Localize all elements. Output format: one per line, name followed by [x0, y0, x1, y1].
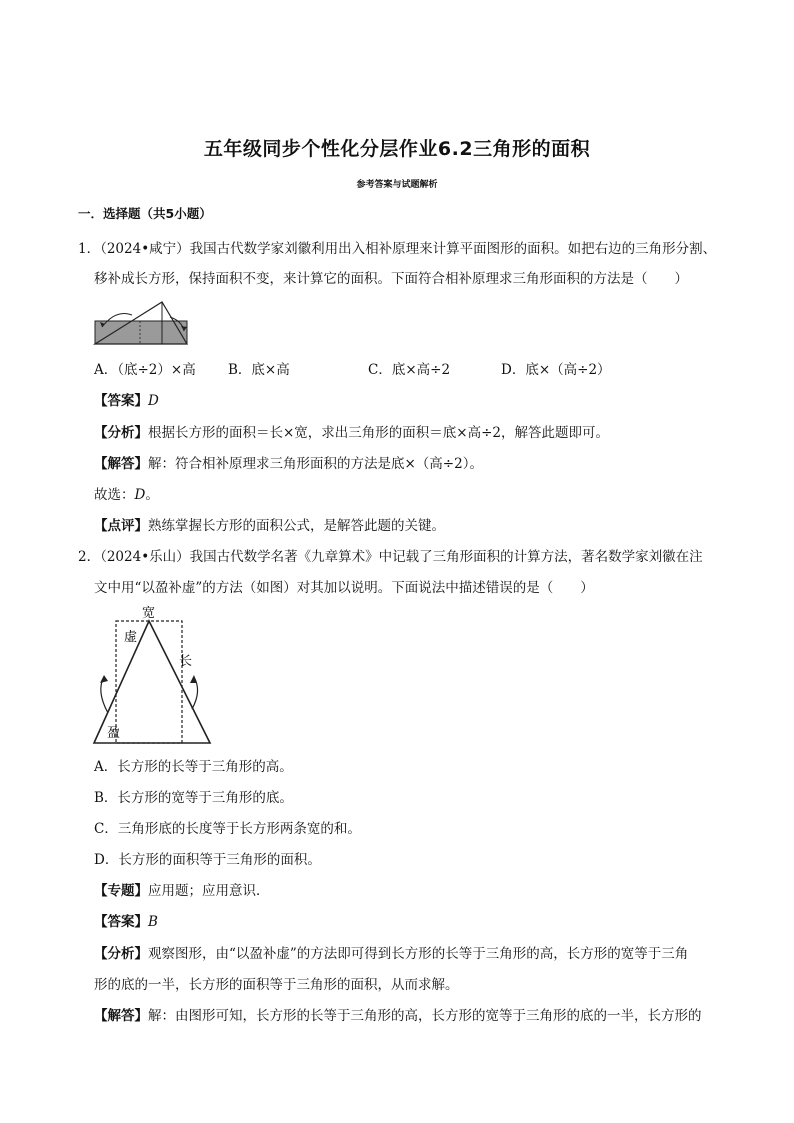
q1-stem-line2: 移补成长方形，保持面积不变，来计算它的面积。下面符合相补原理求三角形面积的方法是（ ） — [94, 271, 688, 287]
q2-option-c: C．三角形底的长度等于长方形两条宽的和。 — [94, 821, 361, 837]
q1-analysis-tag: 【分析】 — [94, 425, 148, 441]
q2-stem-line1: 2．（2024•乐山）我国古代数学名著《九章算术》中记载了三角形面积的计算方法，著名数学家刘徽在注 — [78, 549, 703, 565]
q1-option-a: A．（底÷2）×高 — [94, 362, 196, 378]
q2-analysis-line2: 形的底的一半，长方形的面积等于三角形的面积，从而求解。 — [94, 977, 459, 993]
q1-answer-value: D — [148, 393, 159, 409]
q1-option-b: B．底×高 — [228, 362, 290, 378]
q1-figure — [92, 299, 192, 347]
q2-analysis-line1 — [94, 945, 688, 963]
q1-choose-value: D — [134, 487, 146, 503]
q2-label-bottom: 盈 — [107, 726, 121, 741]
q1-option-c: C．底×高÷2 — [368, 362, 451, 378]
q1-analysis — [94, 424, 609, 442]
q2-solution — [94, 1007, 702, 1025]
page-subtitle: 参考答案与试题解析 — [356, 180, 438, 190]
q2-option-b: B．长方形的宽等于三角形的底。 — [94, 790, 293, 806]
q2-solution-tag: 【解答】 — [94, 1008, 148, 1024]
q1-triangle-rectangle-diagram — [92, 299, 192, 347]
q2-topic-text: 应用题；应用意识． — [148, 883, 270, 899]
q1-answer-tag: 【答案】 — [94, 393, 148, 409]
q1-choose-prefix: 故选： — [94, 487, 135, 503]
q2-topic — [94, 882, 270, 900]
q1-comment — [94, 517, 445, 535]
q1-solution-tag: 【解答】 — [94, 456, 148, 472]
q1-answer — [94, 392, 159, 410]
q2-answer-tag: 【答案】 — [94, 914, 148, 930]
q1-comment-text: 熟练掌握长方形的面积公式，是解答此题的关键。 — [148, 518, 445, 534]
q2-solution-text: 解：由图形可知，长方形的长等于三角形的高，长方形的宽等于三角形的底的一半，长方形的 — [148, 1008, 702, 1024]
q2-figure — [86, 603, 216, 745]
q2-answer-value: B — [148, 914, 158, 930]
q2-label-top: 宽 — [142, 606, 156, 621]
q2-triangle-diagram — [86, 603, 216, 745]
q2-stem-line2: 文中用“以盈补虚”的方法（如图）对其加以说明。下面说法中描述错误的是（ ） — [94, 580, 594, 596]
q2-label-left: 虚 — [124, 630, 138, 645]
q2-label-right: 长 — [179, 654, 193, 669]
q1-analysis-text: 根据长方形的面积＝长×宽，求出三角形的面积＝底×高÷2，解答此题即可。 — [148, 425, 610, 441]
page-title: 五年级同步个性化分层作业6.2三角形的面积 — [203, 138, 591, 160]
q1-choose — [94, 486, 159, 504]
q2-topic-tag: 【专题】 — [94, 883, 148, 899]
q1-solution-text: 解：符合相补原理求三角形面积的方法是底×（高÷2）。 — [148, 456, 483, 472]
q1-stem-line1: 1．（2024•咸宁）我国古代数学家刘徽利用出入相补原理来计算平面图形的面积。如把右边的三角形分割、 — [78, 241, 717, 257]
q2-option-a: A．长方形的长等于三角形的高。 — [94, 759, 293, 775]
q2-analysis-tag: 【分析】 — [94, 946, 148, 962]
q2-option-d: D．长方形的面积等于三角形的面积。 — [94, 852, 321, 868]
q1-comment-tag: 【点评】 — [94, 518, 148, 534]
q2-answer — [94, 913, 158, 931]
q1-choose-suffix: 。 — [145, 487, 159, 503]
q2-analysis-text1: 观察图形，由“以盈补虚”的方法即可得到长方形的长等于三角形的高，长方形的宽等于三角 — [148, 946, 689, 962]
q1-option-d: D．底×（高÷2） — [501, 362, 611, 378]
section-heading: 一．选择题（共5小题） — [78, 206, 212, 221]
q1-solution — [94, 455, 483, 473]
